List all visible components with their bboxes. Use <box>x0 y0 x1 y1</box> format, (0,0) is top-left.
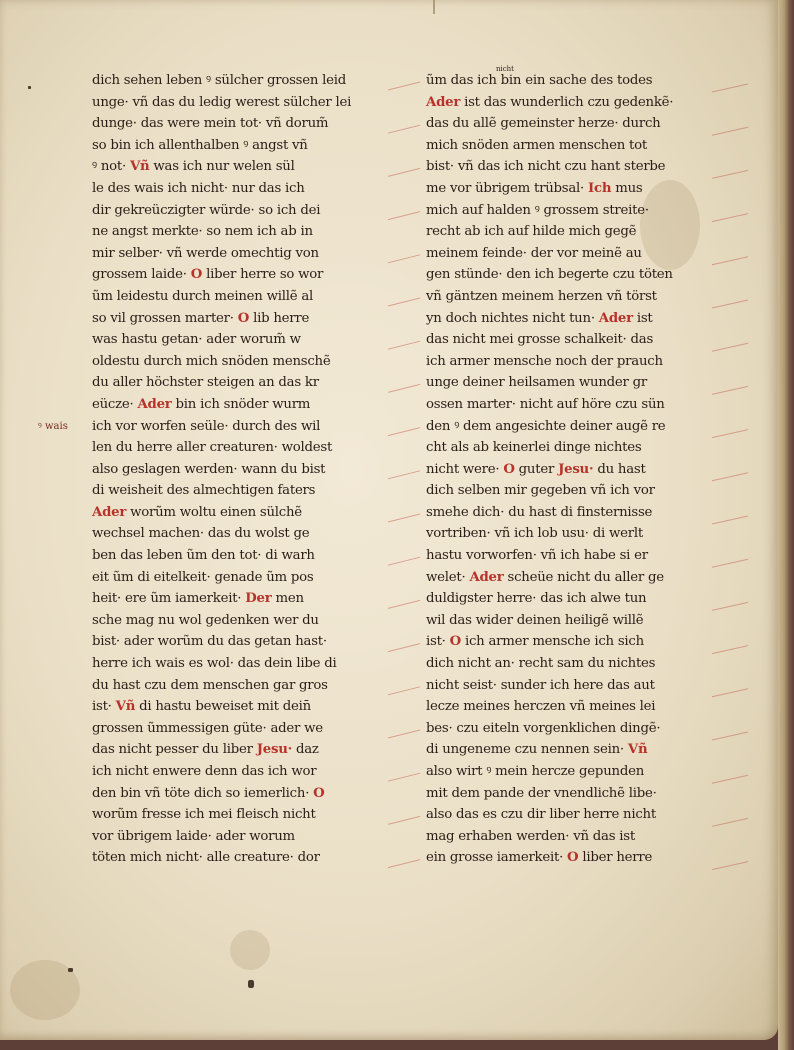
text-line: so vil grossen marter· O lib herre <box>92 310 310 326</box>
text-line: sche mag nu wol gedenken wer du <box>92 612 319 628</box>
text-line: hastu vorworfen· vñ ich habe si er <box>426 548 648 564</box>
text-line: mit dem pande der vnendlichẽ libe· <box>426 785 657 801</box>
text-line: di ungeneme czu nennen sein· Vñ <box>426 742 648 758</box>
text-line: len du herre aller creaturen· woldest <box>92 440 333 456</box>
text-line: dir gekreüczigter würde· so ich dei <box>92 202 321 218</box>
text-line: di weisheit des almechtigen faters <box>92 483 316 499</box>
text-line: das nicht pesser du liber Jesu· daz <box>92 742 319 758</box>
text-line: eücze· Ader bin ich snöder wurm <box>92 396 311 412</box>
stain <box>230 930 270 970</box>
text-line: vñ gäntzen meinem herzen vñ törst <box>426 288 657 304</box>
text-line: den bin vñ töte dich so iemerlich· O <box>92 785 325 801</box>
text-line: oldestu durch mich snöden menschẽ <box>92 353 331 369</box>
text-line: bist· vñ das ich nicht czu hant sterbe <box>426 159 666 175</box>
text-line: gen stünde· den ich begerte czu töten <box>426 267 673 283</box>
text-line: so bin ich allenthalben ꝰ angst vñ <box>92 137 308 153</box>
text-line: unge deiner heilsamen wunder gr <box>426 375 647 391</box>
text-line: yn doch nichtes nicht tun· Ader ist <box>426 310 653 326</box>
left-text-column <box>92 70 412 869</box>
text-line: ich armer mensche noch der prauch <box>426 353 663 369</box>
text-line: mir selber· vñ werde omechtig von <box>92 245 319 261</box>
text-line: was hastu getan· ader worum̃ w <box>92 332 301 348</box>
text-line: duldigster herre· das ich alwe tun <box>426 591 647 607</box>
ink-speck <box>68 968 73 972</box>
text-line: also geslagen werden· wann du bist <box>92 461 326 477</box>
text-line: dich nicht an· recht sam du nichtes <box>426 656 656 672</box>
text-line: bist· ader worũm du das getan hast· <box>92 634 327 650</box>
text-line: ben das leben ũm den tot· di warh <box>92 548 315 564</box>
text-line: eit ũm di eitelkeit· genade ũm pos <box>92 569 314 585</box>
text-line: dich sehen leben ꝰ sülcher grossen leid <box>92 73 347 88</box>
text-line: ist· Vñ di hastu beweiset mit dein̄ <box>92 699 311 715</box>
text-line: ne angst merkte· so nem ich ab in <box>92 224 313 240</box>
text-line: das nicht mei grosse schalkeit· das <box>426 332 654 348</box>
binding-mark <box>433 0 435 14</box>
text-line: cht als ab keinerlei dinge nichtes <box>426 440 642 456</box>
text-line: du aller höchster steigen an das kr <box>92 375 319 391</box>
text-line: mag erhaben werden· vñ das ist <box>426 828 635 844</box>
text-line: ein grosse iamerkeit· O liber herre <box>426 850 653 866</box>
ink-speck <box>248 980 254 988</box>
text-line: den ꝰ dem angesichte deiner augẽ re <box>426 418 666 434</box>
text-line: vortriben· vñ ich lob usu· di werlt <box>426 526 643 542</box>
text-line: welet· Ader scheüe nicht du aller ge <box>426 569 664 585</box>
page-edge <box>778 0 794 1050</box>
text-line: dich selben mir gegeben vñ ich vor <box>426 483 655 499</box>
text-line: das du allẽ gemeinster herze· durch <box>426 116 661 132</box>
text-line: ꝰ not· Vñ was ich nur welen sül <box>92 159 295 175</box>
text-line: smehe dich· du hast di finsternisse <box>426 504 653 520</box>
text-line: unge· vñ das du ledig werest sülcher lei <box>92 94 352 110</box>
text-line: mich auf halden ꝰ grossem streite· <box>426 202 649 218</box>
text-line: Ader worũm woltu einen sülchẽ <box>92 504 302 520</box>
text-line: wil das wider deinen heiligẽ willẽ <box>426 612 644 628</box>
text-line: meinem feinde· der vor meinẽ au <box>426 245 642 261</box>
right-insertion: nicht <box>496 65 514 73</box>
text-line: heit· ere ũm iamerkeit· Der men <box>92 591 304 607</box>
text-line: worũm fresse ich mei fleisch nicht <box>92 807 316 823</box>
text-line: dunge· das were mein tot· vñ dorum̃ <box>92 116 329 132</box>
text-line: grossen ũmmessigen güte· ader we <box>92 720 323 736</box>
text-line: du hast czu dem menschen gar gros <box>92 677 328 693</box>
text-line: ũm das ich bin ein sache des todes <box>426 73 653 88</box>
text-line: grossem laide· O liber herre so wor <box>92 267 324 283</box>
text-line: nicht were· O guter Jesu· du hast <box>426 461 646 477</box>
ink-speck <box>28 86 31 89</box>
text-line: ich nicht enwere denn das ich wor <box>92 764 317 779</box>
right-text-column <box>426 70 748 869</box>
text-line: bes· czu eiteln vorgenklichen dingẽ· <box>426 720 661 736</box>
text-line: töten mich nicht· alle creature· dor <box>92 850 320 866</box>
text-line: mich snöden armen menschen tot <box>426 137 647 153</box>
margin-note: ꝰ wais <box>38 421 68 432</box>
text-line: ossen marter· nicht auf höre czu sün <box>426 396 665 412</box>
text-line: ist· O ich armer mensche ich sich <box>426 634 644 650</box>
text-line: also das es czu dir liber herre nicht <box>426 807 656 823</box>
text-line: wechsel machen· das du wolst ge <box>92 526 310 542</box>
text-line: also wirt ꝰ mein hercze gepunden <box>426 764 645 779</box>
text-line: recht ab ich auf hilde mich gegẽ <box>426 224 637 240</box>
text-line: ich vor worfen seüle· durch des wil <box>92 418 321 434</box>
text-line: vor übrigem laide· ader worum <box>92 828 295 844</box>
text-line: herre ich wais es wol· das dein libe di <box>92 656 337 672</box>
text-line: lecze meines herczen vñ meines lei <box>426 699 656 715</box>
text-line: ũm leidestu durch meinen willẽ al <box>92 288 313 304</box>
text-line: le des wais ich nicht· nur das ich <box>92 180 305 196</box>
text-line: me vor übrigem trübsal· Ich mus <box>426 180 643 196</box>
text-line: nicht seist· sunder ich here das aut <box>426 677 655 693</box>
text-line: Ader ist das wunderlich czu gedenkẽ· <box>426 94 674 110</box>
